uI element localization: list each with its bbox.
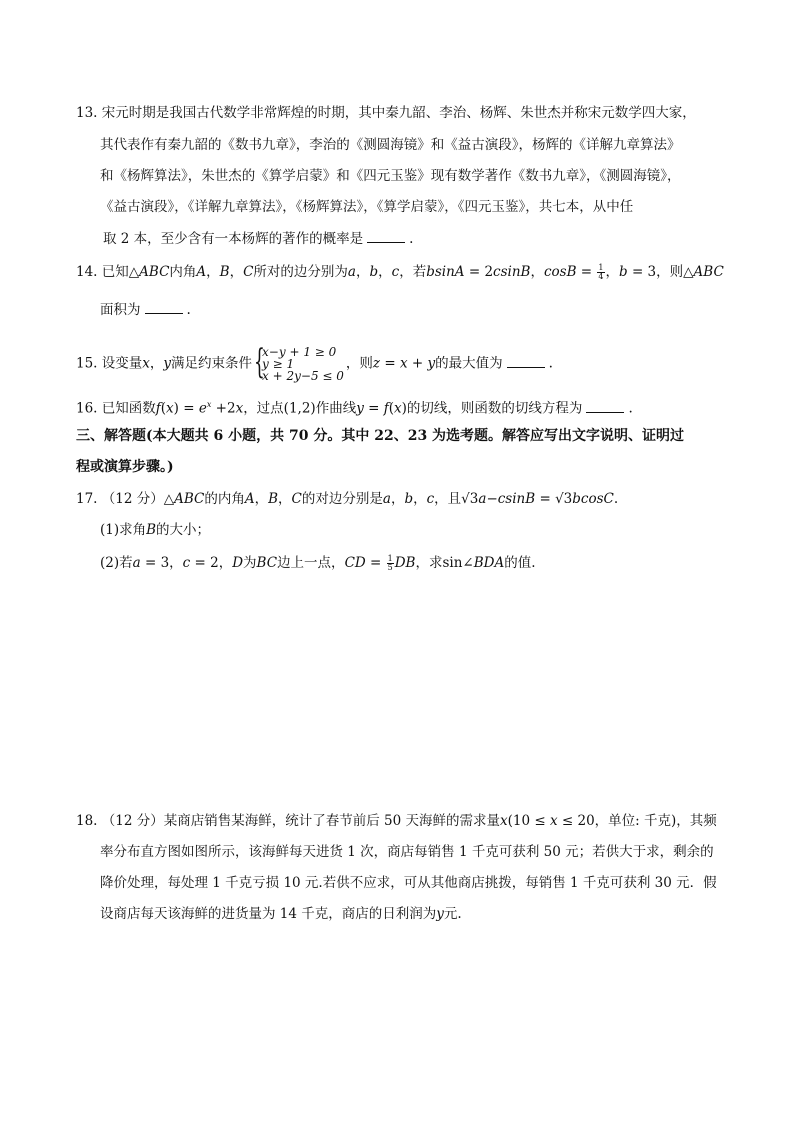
text-span: =	[365, 555, 386, 571]
text-span: C	[243, 264, 254, 280]
text-span: 元.	[443, 906, 462, 922]
text-span: csinB	[493, 264, 531, 280]
answer-blank	[367, 228, 405, 243]
text-span: ，	[254, 491, 269, 507]
text-span: +2	[211, 400, 236, 417]
text-span: −	[486, 491, 498, 507]
q13-line-3: 和《杨辉算法》，朱世杰的《算学启蒙》和《四元玉鉴》现有数学著作《数书九章》，《测圆海镜》，	[100, 168, 681, 184]
answer-blank	[507, 353, 545, 368]
text-span: 的对边分别是	[301, 491, 383, 507]
text-span: x	[206, 400, 212, 409]
q17-stem	[76, 489, 618, 509]
text-span: = 3，则△	[627, 264, 694, 280]
text-span: ，	[605, 264, 619, 280]
text-span: (1)求角	[100, 522, 147, 538]
text-span: 内角	[169, 264, 197, 280]
text-span: D	[232, 555, 244, 571]
text-span: CD	[344, 555, 366, 571]
text-span: B	[268, 491, 279, 507]
q14-line-2	[100, 299, 191, 320]
text-span: = √3	[535, 491, 573, 507]
text-span: ，若	[399, 264, 427, 280]
text-span: DB	[394, 555, 416, 571]
text-span: )的切线，则函数的切线方程为	[401, 400, 583, 417]
text-span: = 2	[464, 264, 494, 280]
text-span: 所对的边分别为	[253, 264, 348, 280]
section-3-heading-cont: 程或演算步骤。)	[76, 459, 174, 475]
text-span: A	[196, 264, 207, 280]
text-span: 边上一点，	[277, 555, 345, 571]
q18-line-1	[76, 811, 717, 831]
text-span: 为	[243, 555, 257, 571]
text-span: x	[399, 355, 408, 372]
text-span: 1	[387, 554, 393, 563]
text-span: BDA	[473, 555, 505, 571]
text-span: ) =	[173, 400, 199, 417]
text-span: ，	[278, 491, 292, 507]
text-span: 设商店每天该海鲜的进货量为 14 千克，商店的日利润为	[100, 906, 437, 922]
text-span: y	[436, 906, 444, 922]
text-span: ，	[229, 264, 244, 280]
text-span: x	[549, 813, 558, 829]
text-span: = 3，	[140, 555, 183, 571]
text-span: ABC	[174, 491, 205, 507]
section-3-heading: 三、解答题(本大题共 6 小题，共 70 分。其中 22、23 为选考题。解答应写出文字说明、证明过	[76, 428, 685, 444]
text-span: y ≥ 1	[262, 357, 295, 371]
text-span: a	[347, 264, 356, 280]
text-span: =	[380, 355, 400, 372]
text-span: x	[166, 400, 174, 417]
text-span: x	[235, 400, 244, 417]
text-span: ，过点(1,2)作曲线	[243, 400, 357, 417]
text-span: x	[142, 355, 150, 372]
text-span: (2)若	[100, 555, 133, 571]
text-span: b	[619, 264, 628, 280]
q17-part-2	[100, 553, 536, 573]
text-span: (	[160, 400, 167, 417]
q18-line-3: 降价处理，每处理 1 千克亏损 10 元.若供不应求，可从其他商店挑拨，每销售 1 千克可获利 30 元．假	[100, 875, 717, 891]
fraction	[387, 555, 394, 572]
q15-line	[76, 342, 553, 383]
text-span: B	[146, 522, 157, 538]
text-span: c	[426, 491, 435, 507]
text-span: b	[404, 491, 414, 507]
q13-line-4: 《益古演段》，《详解九章算法》，《杨辉算法》，《算学启蒙》，《四元玉鉴》，共七本，从中任	[100, 199, 634, 215]
text-span: B	[219, 264, 230, 280]
text-span: (	[388, 400, 395, 417]
text-span: 的大小；	[156, 522, 211, 538]
text-span: a	[132, 555, 141, 571]
text-span: x + 2y−5 ≤ 0	[262, 369, 344, 383]
text-span: y	[163, 355, 172, 372]
text-span: x	[394, 400, 402, 417]
text-span: 4	[598, 272, 604, 281]
q18-line-4	[100, 904, 462, 924]
text-span: a	[478, 491, 487, 507]
text-span: ，	[206, 264, 220, 280]
text-span: f	[155, 400, 161, 417]
text-span: cosB	[543, 264, 577, 280]
text-span: ，且√3	[434, 491, 479, 507]
text-span: 15. 设变量	[76, 355, 143, 372]
text-span: =	[576, 264, 597, 280]
text-span: 的内角	[204, 491, 245, 507]
text-span: 面积为	[100, 302, 141, 318]
text-span: f	[383, 400, 389, 417]
text-span: .	[548, 355, 553, 372]
text-span: A	[244, 491, 255, 507]
text-span: .	[628, 400, 633, 417]
q18-line-2: 率分布直方图如图所示，该海鲜每天进货 1 次，商店每销售 1 千克可获利 50 元；若供大于求，剩余的	[100, 844, 714, 860]
text-span: = 2，	[190, 555, 233, 571]
text-span: csinB	[497, 491, 536, 507]
text-span: ，	[390, 491, 405, 507]
text-span: ，	[378, 264, 392, 280]
text-span: .	[409, 231, 414, 247]
text-span: 1	[598, 263, 604, 272]
text-span: 14. 已知△	[76, 264, 140, 280]
text-span: ABC	[139, 264, 170, 280]
text-span: ，	[355, 264, 370, 280]
text-span: =	[363, 400, 384, 417]
text-span: 满足约束条件	[171, 355, 253, 372]
text-span: x	[500, 813, 508, 829]
constraint-system: { x−y + 1 ≥ 0 y ≥ 1 x + 2y−5 ≤ 0	[254, 342, 344, 383]
text-span: 16. 已知函数	[76, 400, 156, 417]
q17-part-1	[100, 520, 210, 540]
text-span: ，	[149, 355, 164, 372]
q16-line	[76, 395, 633, 419]
fraction	[597, 264, 604, 281]
text-span: x−y + 1 ≥ 0	[262, 345, 337, 359]
q13-line-2: 其代表作有秦九韶的《数书九章》，李治的《测圆海镜》和《益古演段》，杨辉的《详解九章算法》	[100, 137, 681, 153]
text-span: 的最大值为	[435, 355, 503, 372]
text-span: z	[372, 355, 381, 372]
text-span: ，	[530, 264, 544, 280]
text-span: .	[186, 302, 191, 318]
text-span: ≤ 20，单位: 千克)，其频	[557, 813, 717, 829]
text-span: +	[407, 355, 428, 372]
text-span: ABC	[693, 264, 724, 280]
text-span: c	[391, 264, 400, 280]
text-span: bsinA	[426, 264, 465, 280]
text-span: ，	[413, 491, 427, 507]
text-span: 5	[387, 563, 393, 572]
text-span: BC	[256, 555, 278, 571]
text-span: e	[198, 400, 207, 417]
text-span: (10 ≤	[507, 813, 550, 829]
text-span: bcosC	[572, 491, 614, 507]
text-span: 的值.	[504, 555, 536, 571]
text-span: ，则	[345, 355, 373, 372]
answer-blank	[145, 299, 183, 314]
answer-blank	[586, 398, 624, 413]
text-span: 17. （12 分）△	[76, 491, 175, 507]
text-span: ，求sin∠	[415, 555, 474, 571]
q14-line-1	[76, 262, 724, 282]
text-span: C	[291, 491, 302, 507]
text-span: c	[182, 555, 191, 571]
text-span: y	[427, 355, 436, 372]
text-span: 取 2 本，至少含有一本杨辉的著作的概率是	[103, 231, 364, 247]
q13-line-1: 13. 宋元时期是我国古代数学非常辉煌的时期，其中秦九韶、李治、杨辉、朱世杰并称宋元数学四大家，	[76, 105, 696, 121]
text-span: y	[356, 400, 364, 417]
q13-line-5	[103, 228, 413, 249]
text-span: 18. （12 分）某商店销售某海鲜，统计了春节前后 50 天海鲜的需求量	[76, 813, 500, 829]
text-span: b	[369, 264, 379, 280]
text-span: .	[613, 491, 619, 507]
text-span: a	[382, 491, 391, 507]
